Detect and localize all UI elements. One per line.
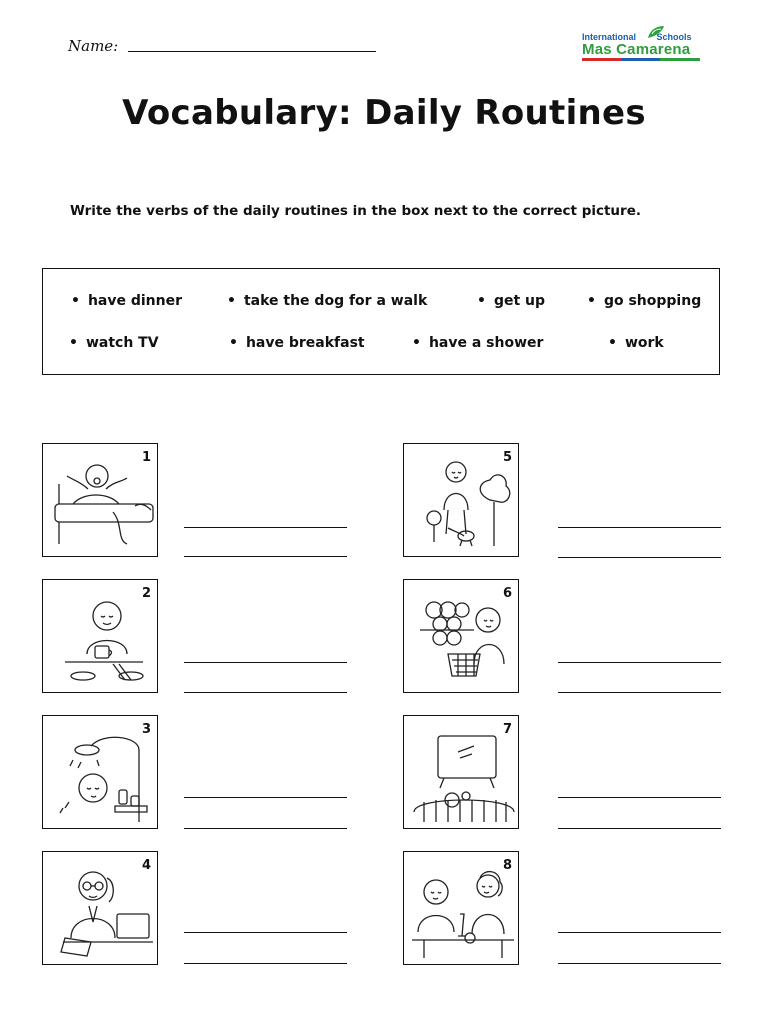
answer-line[interactable] xyxy=(558,963,721,964)
instruction-text: Write the verbs of the daily routines in the box next to the correct picture. xyxy=(70,203,641,219)
logo-text-international: International xyxy=(582,32,637,42)
word-bank-item: • go shopping xyxy=(587,293,701,309)
answer-line[interactable] xyxy=(184,662,347,663)
picture-box xyxy=(403,851,519,965)
logo-color-bar xyxy=(582,58,700,61)
picture-box xyxy=(403,715,519,829)
word-bank-item: • watch TV xyxy=(69,335,159,351)
answer-line[interactable] xyxy=(184,828,347,829)
word-bank-item: • take the dog for a walk xyxy=(227,293,427,309)
word-bank-item: • have dinner xyxy=(71,293,182,309)
picture-box xyxy=(403,443,519,557)
answer-line[interactable] xyxy=(558,932,721,933)
answer-line[interactable] xyxy=(558,692,721,693)
answer-line[interactable] xyxy=(184,963,347,964)
answer-line[interactable] xyxy=(184,527,347,528)
word-bank-item: • work xyxy=(608,335,664,351)
word-bank-item: • get up xyxy=(477,293,545,309)
answer-line[interactable] xyxy=(558,557,721,558)
picture-number: 8 xyxy=(502,858,512,873)
answer-line[interactable] xyxy=(558,527,721,528)
page-title: Vocabulary: Daily Routines xyxy=(122,93,646,133)
answer-line[interactable] xyxy=(184,932,347,933)
word-bank xyxy=(42,268,720,375)
name-field[interactable] xyxy=(128,51,376,52)
picture-number: 6 xyxy=(502,586,512,601)
picture-box xyxy=(42,443,158,557)
answer-line[interactable] xyxy=(558,797,721,798)
answer-line[interactable] xyxy=(558,828,721,829)
picture-number: 1 xyxy=(141,450,151,465)
logo-text-schools: Schools xyxy=(656,32,692,42)
picture-number: 4 xyxy=(141,858,151,873)
answer-line[interactable] xyxy=(184,797,347,798)
picture-number: 2 xyxy=(141,586,151,601)
answer-line[interactable] xyxy=(184,692,347,693)
picture-box xyxy=(42,715,158,829)
picture-number: 7 xyxy=(502,722,512,737)
picture-number: 3 xyxy=(141,722,151,737)
picture-box xyxy=(403,579,519,693)
name-label: Name: xyxy=(68,37,119,55)
word-bank-item: • have breakfast xyxy=(229,335,365,351)
answer-line[interactable] xyxy=(184,556,347,557)
picture-box xyxy=(42,851,158,965)
picture-number: 5 xyxy=(502,450,512,465)
picture-box xyxy=(42,579,158,693)
answer-line[interactable] xyxy=(558,662,721,663)
logo-text-mas-camarena: Mas Camarena xyxy=(582,41,691,58)
school-logo xyxy=(580,24,702,62)
word-bank-item: • have a shower xyxy=(412,335,543,351)
